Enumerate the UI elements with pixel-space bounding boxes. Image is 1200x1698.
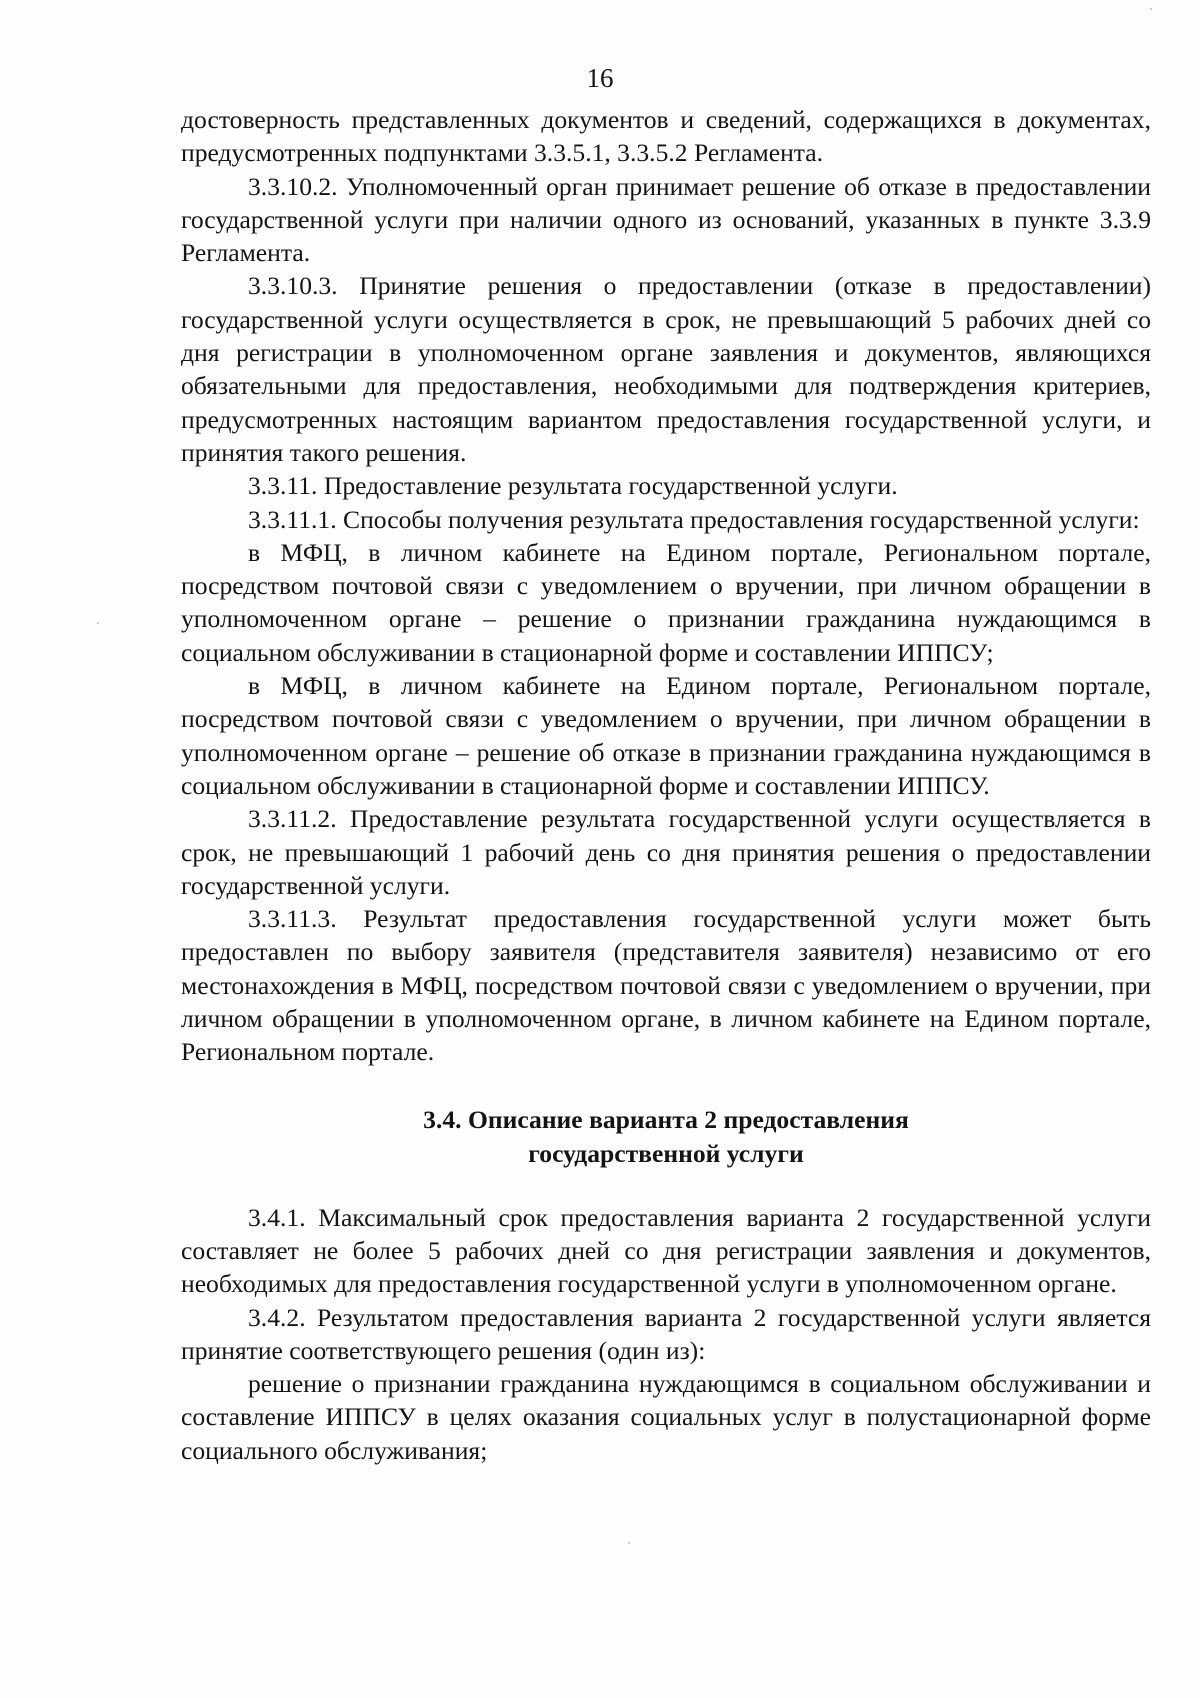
paragraph-3-3-11-1: 3.3.11.1. Способы получения результата предоставления государственной услуги: — [248, 504, 1140, 534]
paragraph-decision-option-1: решение о признании гражданина нуждающимся в социальном обслуживании и составление ИППСУ в целях оказания социальных услуг в полустационарной форме социального обслуживания; — [181, 1369, 1151, 1465]
page-number: 16 — [586, 63, 614, 93]
section-heading-line-2: государственной услуги — [528, 1138, 804, 1168]
section-heading-3-4 — [181, 1103, 1151, 1171]
scan-speck — [628, 1542, 630, 1544]
paragraph-3-3-11-2: 3.3.11.2. Предоставление результата государственной услуги осуществляется в срок, не превышающий 1 рабочий день со дня принятия решения о предоставлении государственной услуги. — [181, 804, 1151, 900]
paragraph-3-3-11-3: 3.3.11.3. Результат предоставления государственной услуги может быть предоставлен по выбору заявителя (представителя заявителя) независимо от его местонахождения в МФЦ, посредством почтовой связи с уведомлением о вручении, при личном обращении в уполномоченном органе, в личном кабинете на Едином портале, Региональном портале. — [181, 904, 1151, 1067]
paragraph-3-4-2: 3.4.2. Результатом предоставления варианта 2 государственной услуги является принятие соответствующего решения (один из): — [181, 1302, 1151, 1365]
section-heading-line-1: 3.4. Описание варианта 2 предоставления — [423, 1104, 909, 1134]
scan-speck — [97, 622, 99, 624]
paragraph-continuation: достоверность представленных документов и сведений, содержащихся в документах, предусмотренных подпунктами 3.3.5.1, 3.3.5.2 Регламента. — [181, 105, 1151, 168]
document-body — [181, 103, 1151, 1467]
scan-speck — [1150, 8, 1152, 10]
paragraph-3-4-1: 3.4.1. Максимальный срок предоставления варианта 2 государственной услуги составляет не более 5 рабочих дней со дня регистрации заявления и документов, необходимых для предоставления государственной услуги в уполномоченном органе. — [181, 1202, 1151, 1299]
paragraph-3-3-11: 3.3.11. Предоставление результата государственной услуги. — [248, 471, 898, 501]
paragraph-3-3-10-2: 3.3.10.2. Уполномоченный орган принимает решение об отказе в предоставлении государственной услуги при наличии одного из оснований, указанных в пункте 3.3.9 Регламента. — [181, 171, 1151, 268]
paragraph-result-method-2: в МФЦ, в личном кабинете на Едином портале, Региональном портале, посредством почтовой связи с уведомлением о вручении, при личном обращении в уполномоченном органе – решение об отказе в признании гражданина нуждающимся в социальном обслуживании в стационарной форме и составлении ИППСУ. — [181, 671, 1151, 800]
paragraph-result-method-1: в МФЦ, в личном кабинете на Едином портале, Региональном портале, посредством почтовой связи с уведомлением о вручении, при личном обращении в уполномоченном органе – решение о признании гражданина нуждающимся в социальном обслуживании в стационарной форме и составлении ИППСУ; — [181, 537, 1151, 667]
paragraph-3-3-10-3: 3.3.10.3. Принятие решения о предоставлении (отказе в предоставлении) государственной услуги осуществляется в срок, не превышающий 5 рабочих дней со дня регистрации в уполномоченном органе заявления и документов, являющихся обязательными для предоставления, необходимыми для подтверждения критериев, предусмотренных настоящим вариантом предоставления государственной услуги, и принятия такого решения. — [181, 271, 1151, 467]
